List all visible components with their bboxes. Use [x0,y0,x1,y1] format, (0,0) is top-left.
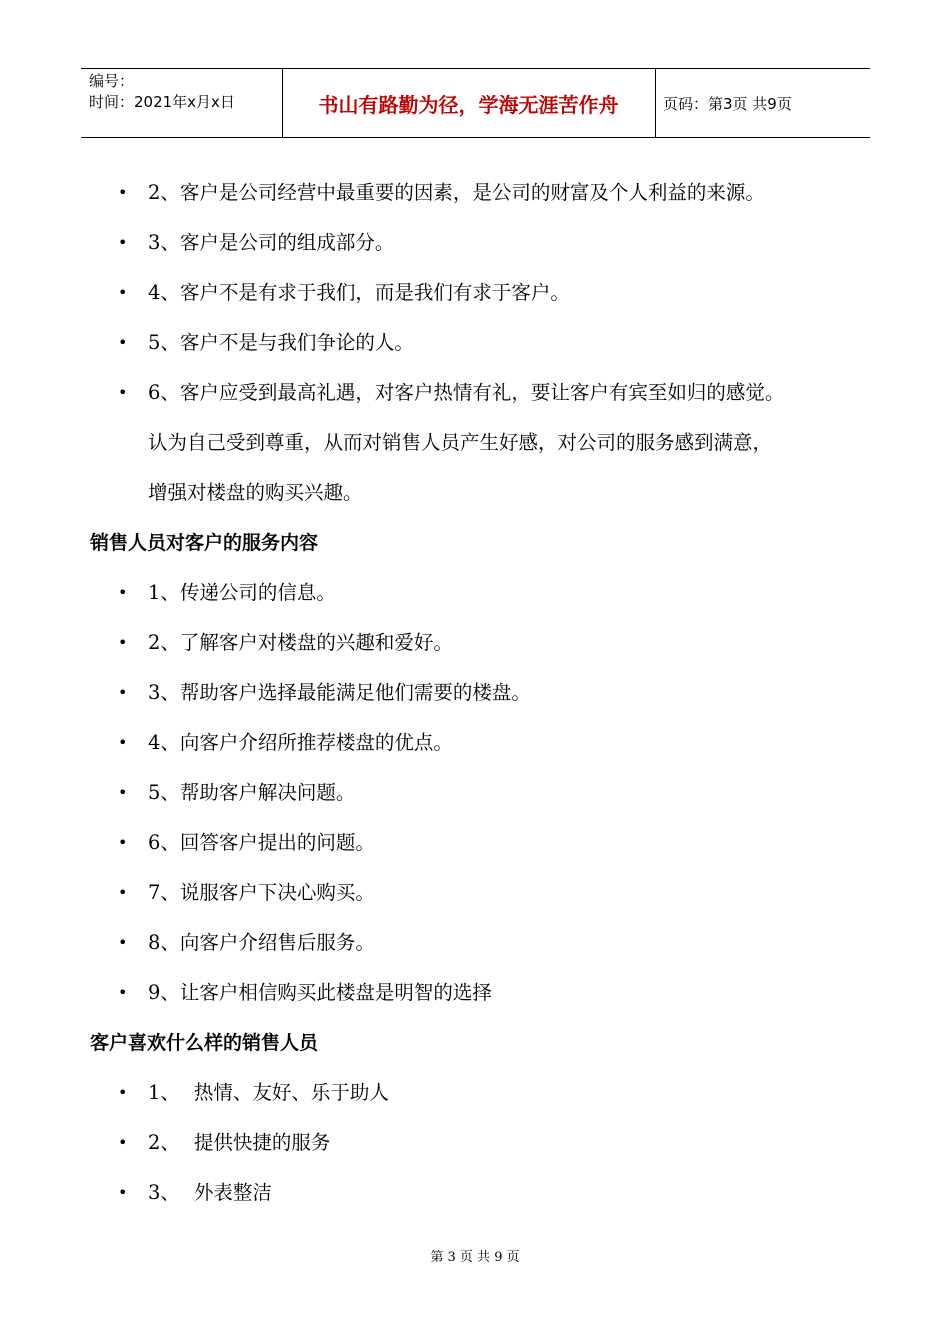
bullet: • [118,333,128,352]
header-divider [655,69,656,137]
bullet: • [118,1133,128,1152]
bullet: • [118,683,128,702]
list-item-text: 1、传递公司的信息。 [148,581,336,604]
list-item-text: 4、客户不是有求于我们，而是我们有求于客户。 [148,281,570,304]
bullet: • [118,733,128,752]
list-item [90,1118,890,1168]
page-footer: 第 3 页 共 9 页 [430,1250,520,1265]
preferred-salesperson-list [90,1068,890,1218]
service-content-list [90,568,890,1018]
bullet: • [118,283,128,302]
list-item-number: 3、 [148,1181,180,1204]
bullet: • [118,233,128,252]
section-heading: 客户喜欢什么样的销售人员 [90,1032,319,1054]
bullet: • [118,183,128,202]
list-item-number: 1、 [148,1081,180,1104]
time-label: 时间：2021年x月x日 [89,93,235,111]
list-item [90,568,890,618]
document-header [81,68,870,138]
list-item-text: 6、客户应受到最高礼遇，对客户热情有礼，要让客户有宾至如归的感觉。 [148,381,785,404]
list-item-text: 9、让客户相信购买此楼盘是明智的选择 [148,981,492,1004]
document-body [90,168,890,1218]
list-item-text: 3、客户是公司的组成部分。 [148,231,395,254]
list-item-text: 2、客户是公司经营中最重要的因素，是公司的财富及个人利益的来源。 [148,181,765,204]
list-item [90,268,890,318]
bullet: • [118,583,128,602]
list-item [90,718,890,768]
list-item-text: 2、了解客户对楼盘的兴趣和爱好。 [148,631,453,654]
list-item [90,168,890,218]
list-item [90,318,890,368]
list-item [90,1168,890,1218]
header-page-info: 页码：第3页 共9页 [663,95,792,113]
list-item-text: 热情、友好、乐于助人 [193,1081,389,1104]
bullet: • [118,1183,128,1202]
customer-importance-list [90,168,890,518]
section-heading: 销售人员对客户的服务内容 [90,532,319,554]
bullet: • [118,883,128,902]
list-item-text: 7、说服客户下决心购买。 [148,881,375,904]
number-label: 编号： [89,72,135,90]
list-item [90,618,890,668]
bullet: • [118,983,128,1002]
list-item [90,868,890,918]
bullet: • [118,783,128,802]
list-item [90,218,890,268]
list-item [90,918,890,968]
list-item-text: 认为自己受到尊重，从而对销售人员产生好感，对公司的服务感到满意， [148,431,773,454]
list-item [90,818,890,868]
list-item-number: 2、 [148,1131,180,1154]
list-item-text: 外表整洁 [193,1181,272,1204]
list-item-text: 5、客户不是与我们争论的人。 [148,331,414,354]
list-item-text: 5、帮助客户解决问题。 [148,781,356,804]
list-item-text: 6、回答客户提出的问题。 [148,831,375,854]
list-item [90,668,890,718]
list-item-text: 3、帮助客户选择最能满足他们需要的楼盘。 [148,681,531,704]
bullet: • [118,383,128,402]
bullet: • [118,633,128,652]
list-item [90,1068,890,1118]
header-motto: 书山有路勤为径，学海无涯苦作舟 [318,93,619,117]
list-item [90,368,890,518]
bullet: • [118,933,128,952]
list-item [90,968,890,1018]
bullet: • [118,833,128,852]
bullet: • [118,1083,128,1102]
list-item [90,768,890,818]
list-item-text: 增强对楼盘的购买兴趣。 [148,481,363,504]
list-item-text: 4、向客户介绍所推荐楼盘的优点。 [148,731,453,754]
list-item-text: 提供快捷的服务 [193,1131,331,1154]
list-item-text: 8、向客户介绍售后服务。 [148,931,375,954]
header-meta [89,71,235,113]
